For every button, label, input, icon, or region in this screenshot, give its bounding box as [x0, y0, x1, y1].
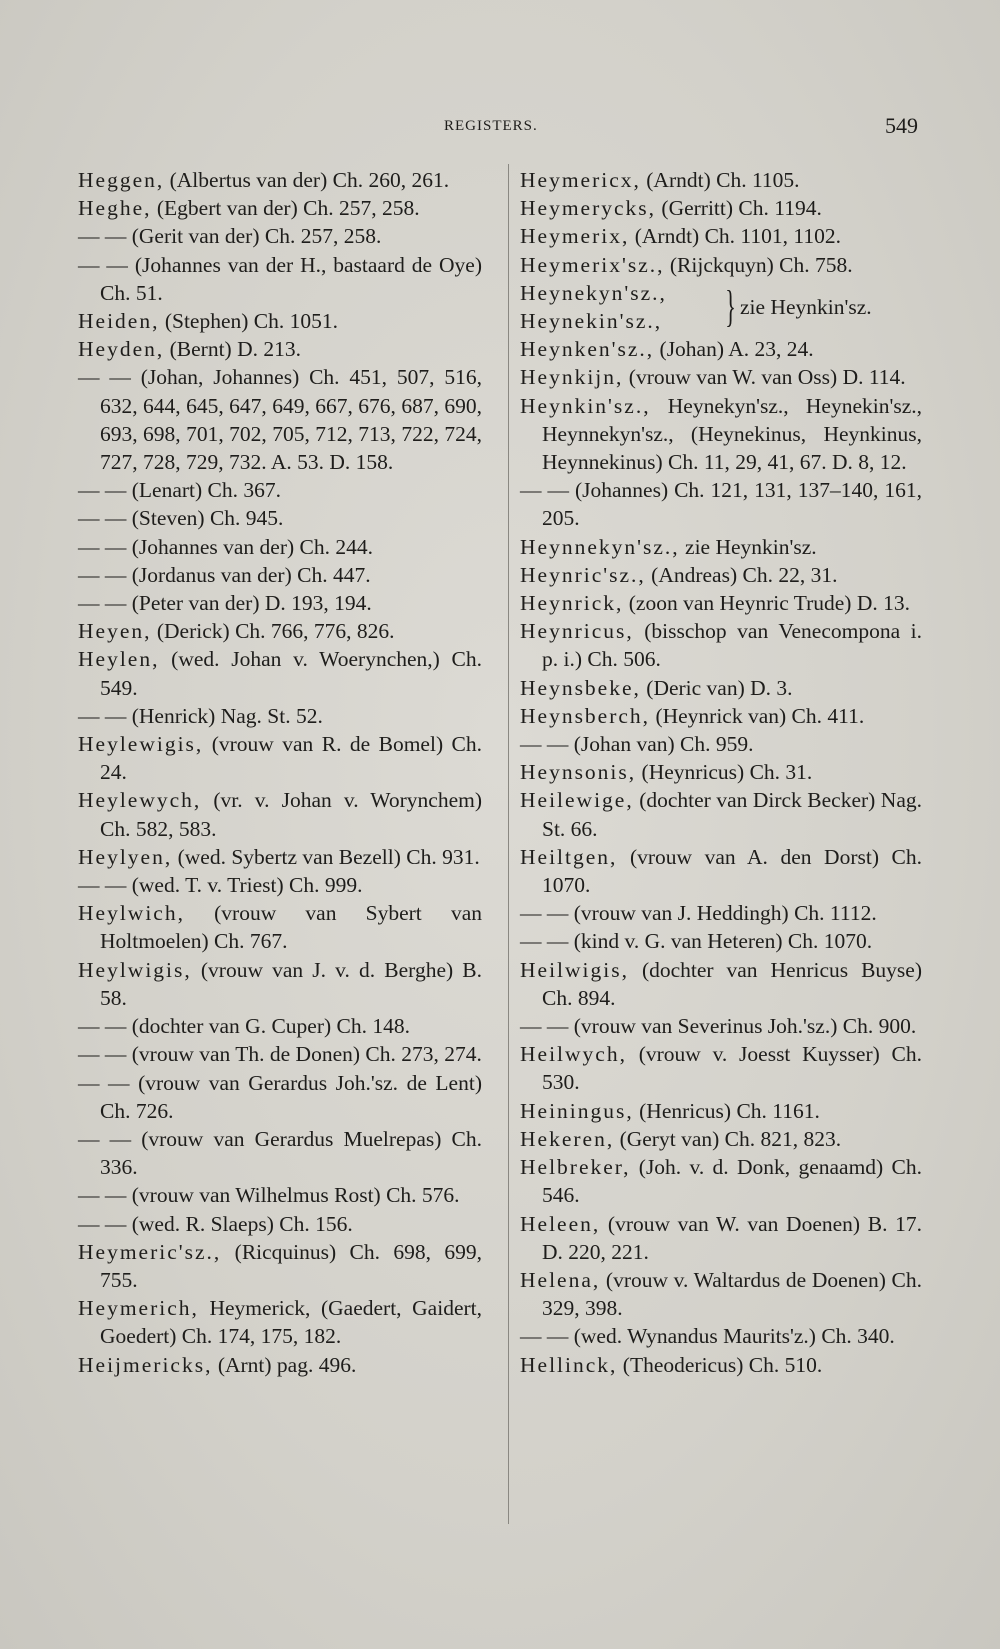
entry-text: (Henricus) Ch. 1161. [633, 1098, 820, 1123]
entry-headword: Heynsonis, [520, 760, 637, 785]
entry-text: — — (Gerit van der) Ch. 257, 258. [78, 224, 382, 249]
entry-text: — — (vrouw van J. Heddingh) Ch. 1112. [520, 901, 877, 926]
index-entry [78, 786, 482, 842]
entry-text: — — (Johannes van der H., bastaard de Oye) Ch. 51. [78, 252, 482, 305]
entry-headword: Heilwigis, [520, 957, 629, 982]
index-entry [520, 533, 922, 561]
entry-text: — — (Johan, Johannes) Ch. 451, 507, 516, 632, 644, 645, 647, 649, 667, 676, 687, 690, 693, 698, 701, 702, 705, 712, 713, 722, 724, 727, 728, 729, 732. A. 53. D. 158. [78, 365, 482, 475]
entry-headword: Heilwych, [520, 1042, 627, 1067]
index-entry [520, 1322, 922, 1350]
entry-headword: Heylwich, [78, 901, 185, 926]
entry-headword: Heijmericks, [78, 1352, 213, 1377]
entry-text: (bisschop van Venecompona i. p. i.) Ch. 506. [542, 619, 922, 672]
entry-text: — — (Johannes) Ch. 121, 131, 137–140, 161, 205. [520, 478, 922, 531]
index-entry [520, 758, 922, 786]
entry-headword: Heymerich, [78, 1296, 199, 1321]
index-entry [78, 730, 482, 786]
entry-text: — — (vrouw van Th. de Donen) Ch. 273, 274. [78, 1042, 482, 1067]
right-column [520, 166, 922, 1379]
index-entry [520, 899, 922, 927]
entry-headword: Heynricus, [520, 619, 634, 644]
entry-text: (Arndt) Ch. 1105. [640, 168, 800, 192]
entry-text: (wed. Johan v. Woerynchen,) Ch. 549. [100, 647, 482, 700]
entry-text: — — (Steven) Ch. 945. [78, 506, 284, 531]
entry-headword: Heylewigis, [78, 732, 204, 757]
index-entry [520, 1012, 922, 1040]
entry-headword: Heymeric'sz., [78, 1239, 222, 1264]
index-entry [520, 589, 922, 617]
index-entry [78, 1125, 482, 1181]
brace-cross-reference-target: zie Heynkin'sz. [740, 294, 872, 319]
index-entry [520, 702, 922, 730]
entry-headword: Heggen, [78, 168, 165, 192]
entry-headword: Heylyen, [78, 844, 173, 869]
index-entry [78, 504, 482, 532]
entry-text: (Arndt) Ch. 1101, 1102. [629, 224, 841, 249]
running-head: REGISTERS. [444, 118, 538, 134]
entry-text: — — (vrouw van Gerardus Joh.'sz. de Lent) Ch. 726. [78, 1070, 482, 1123]
index-entry [78, 617, 482, 645]
left-column [78, 166, 482, 1379]
index-entry [520, 335, 922, 363]
index-entry [520, 1097, 922, 1125]
entry-text: (Geryt van) Ch. 821, 823. [614, 1126, 842, 1151]
entry-headword: Hekeren, [520, 1126, 615, 1151]
index-entry [520, 1210, 922, 1266]
entry-headword: Heynkijn, [520, 365, 624, 390]
entry-text: (vrouw van W. van Oss) D. 114. [623, 365, 906, 390]
entry-text: (vr. v. Johan v. Worynchem) Ch. 582, 583. [100, 788, 482, 841]
entry-headword: Heiningus, [520, 1098, 634, 1123]
index-entry [520, 476, 922, 532]
entry-text: — — (Jordanus van der) Ch. 447. [78, 562, 371, 587]
index-entry [78, 194, 482, 222]
index-entry [520, 956, 922, 1012]
index-entry [78, 363, 482, 476]
entry-text: (Arnt) pag. 496. [212, 1352, 357, 1377]
entry-headword: Heilewige, [520, 788, 634, 813]
curly-brace-icon: } [725, 281, 736, 331]
entry-text: (zoon van Heynric Trude) D. 13. [623, 591, 910, 616]
entry-text: (vrouw van A. den Dorst) Ch. 1070. [542, 844, 922, 898]
entry-headword: Heyen, [78, 619, 152, 644]
entry-headword: Heynsberch, [520, 703, 651, 728]
entry-text: Heymerick, (Gaedert, Gaidert, Goedert) Ch. 174, 175, 182. [100, 1296, 482, 1349]
index-entry [78, 1181, 482, 1209]
index-entry [78, 166, 482, 194]
index-entry [78, 335, 482, 363]
entry-text: — — (vrouw van Gerardus Muelrepas) Ch. 336. [78, 1126, 482, 1180]
entry-headword: Heynsbeke, [520, 675, 641, 700]
entry-text: (Gerritt) Ch. 1194. [656, 196, 822, 221]
entry-headword: Heylen, [78, 647, 160, 672]
entry-text: — — (Peter van der) D. 193, 194. [78, 591, 372, 616]
index-entry [520, 1351, 922, 1379]
entry-text: — — (kind v. G. van Heteren) Ch. 1070. [520, 929, 873, 954]
index-entry [78, 251, 482, 307]
index-entry [78, 1069, 482, 1125]
index-entry [520, 617, 922, 673]
entry-text: (Ricquinus) Ch. 698, 699, 755. [100, 1239, 482, 1292]
entry-text: — — (Johannes van der) Ch. 244. [78, 534, 373, 559]
index-entry [78, 222, 482, 250]
index-entry [78, 1040, 482, 1068]
index-entry [520, 251, 922, 279]
index-entry [78, 1012, 482, 1040]
entry-text: — — (Lenart) Ch. 367. [78, 478, 282, 503]
entry-text: — — (vrouw van Wilhelmus Rost) Ch. 576. [78, 1183, 460, 1208]
entry-headword: Heylwigis, [78, 957, 192, 982]
index-entry [78, 1238, 482, 1294]
entry-headword: Heymerycks, [520, 196, 657, 221]
entry-headword: Helena, [520, 1267, 601, 1292]
entry-text: (wed. Sybertz van Bezell) Ch. 931. [172, 844, 480, 869]
index-entry [520, 194, 922, 222]
entry-headword: Heyden, [78, 337, 165, 362]
entry-headword: Heymericx, [520, 168, 641, 192]
entry-headword: Heleen, [520, 1211, 601, 1236]
entry-text: (vrouw v. Waltardus de Doenen) Ch. 329, 398. [542, 1267, 922, 1321]
entry-text: zie Heynkin'sz. [679, 534, 817, 559]
entry-text: (vrouw van Sybert van Holtmoelen) Ch. 767. [100, 901, 482, 954]
index-entry [78, 899, 482, 955]
entry-text: (vrouw van J. v. d. Berghe) B. 58. [100, 957, 482, 1010]
index-entry [78, 702, 482, 730]
entry-headword: Heynkin'sz., [520, 393, 651, 418]
entry-text: (Egbert van der) Ch. 257, 258. [151, 196, 420, 221]
entry-headword: Heymerix, [520, 224, 630, 249]
brace-headword-first: Heynekyn'sz., [520, 280, 667, 305]
entry-headword: Heynrick, [520, 591, 624, 616]
right-column-bottom [520, 335, 922, 1379]
right-column-top [520, 166, 922, 279]
entry-text: (Stephen) Ch. 1051. [159, 309, 339, 334]
index-entry [78, 307, 482, 335]
entry-headword: Hellinck, [520, 1352, 618, 1377]
index-entry [520, 363, 922, 391]
entry-text: (Bernt) D. 213. [164, 337, 301, 362]
entry-text: (vrouw v. Joesst Kuysser) Ch. 530. [542, 1042, 922, 1095]
index-entry [78, 476, 482, 504]
entry-text: (dochter van Henricus Buyse) Ch. 894. [542, 957, 922, 1010]
entry-text: Heynekyn'sz., Heynekin'sz., Heynnekyn'sz., (Heynekinus, Heynkinus, Heynnekinus) Ch. 11, 29, 41, 67. D. 8, 12. [542, 393, 922, 475]
entry-text: — — (wed. Wynandus Maurits'z.) Ch. 340. [520, 1324, 895, 1349]
entry-headword: Heynnekyn'sz., [520, 534, 680, 559]
entry-headword: Heiden, [78, 309, 160, 334]
entry-text: — — (Johan van) Ch. 959. [520, 732, 754, 757]
index-entry [78, 1210, 482, 1238]
entry-text: (Albertus van der) Ch. 260, 261. [164, 168, 450, 192]
entry-text: (Heynrick van) Ch. 411. [650, 703, 865, 728]
index-entry [78, 589, 482, 617]
entry-text: — — (vrouw van Severinus Joh.'sz.) Ch. 900. [520, 1014, 917, 1039]
index-entry [78, 533, 482, 561]
index-entry [78, 1294, 482, 1350]
index-entry [520, 222, 922, 250]
entry-text: — — (wed. R. Slaeps) Ch. 156. [78, 1211, 353, 1236]
index-entry [520, 927, 922, 955]
index-entry [520, 843, 922, 899]
entry-headword: Helbreker, [520, 1155, 631, 1180]
entry-text: (vrouw van W. van Doenen) B. 17. D. 220, 221. [542, 1211, 922, 1264]
index-entry [78, 843, 482, 871]
brace-headword-second: Heynekin'sz., [520, 309, 663, 333]
brace-cross-reference [520, 279, 922, 335]
entry-text: (dochter van Dirck Becker) Nag. St. 66. [542, 788, 922, 841]
index-entry [520, 392, 922, 477]
entry-headword: Heynken'sz., [520, 337, 655, 362]
entry-headword: Heghe, [78, 196, 152, 221]
entry-text: (Johan) A. 23, 24. [654, 337, 814, 362]
index-entry [520, 1125, 922, 1153]
entry-text: (Deric van) D. 3. [640, 675, 793, 700]
entry-text: — — (Henrick) Nag. St. 52. [78, 703, 323, 728]
index-entry [520, 1266, 922, 1322]
column-divider [508, 164, 509, 1524]
entry-text: — — (dochter van G. Cuper) Ch. 148. [78, 1014, 410, 1039]
index-entry [78, 645, 482, 701]
index-entry [78, 1351, 482, 1379]
entry-text: (Theodericus) Ch. 510. [617, 1352, 823, 1377]
entry-text: (Joh. v. d. Donk, genaamd) Ch. 546. [542, 1155, 922, 1208]
entry-text: (Rijckquyn) Ch. 758. [664, 252, 853, 277]
index-entry [78, 956, 482, 1012]
index-entry [520, 730, 922, 758]
index-entry [520, 561, 922, 589]
index-entry [520, 1153, 922, 1209]
entry-text: (vrouw van R. de Bomel) Ch. 24. [100, 732, 482, 785]
entry-headword: Heynric'sz., [520, 562, 646, 587]
index-entry [520, 1040, 922, 1096]
index-entry [78, 561, 482, 589]
page-number: 549 [885, 113, 918, 138]
index-entry [520, 166, 922, 194]
entry-text: (Derick) Ch. 766, 776, 826. [151, 619, 395, 644]
entry-headword: Heylewych, [78, 788, 202, 813]
index-entry [78, 871, 482, 899]
entry-text: (Andreas) Ch. 22, 31. [645, 562, 838, 587]
index-entry [520, 674, 922, 702]
index-entry [520, 786, 922, 842]
entry-headword: Heymerix'sz., [520, 252, 665, 277]
entry-text: — — (wed. T. v. Triest) Ch. 999. [78, 873, 363, 898]
entry-text: (Heynricus) Ch. 31. [636, 760, 813, 785]
entry-headword: Heiltgen, [520, 844, 618, 869]
